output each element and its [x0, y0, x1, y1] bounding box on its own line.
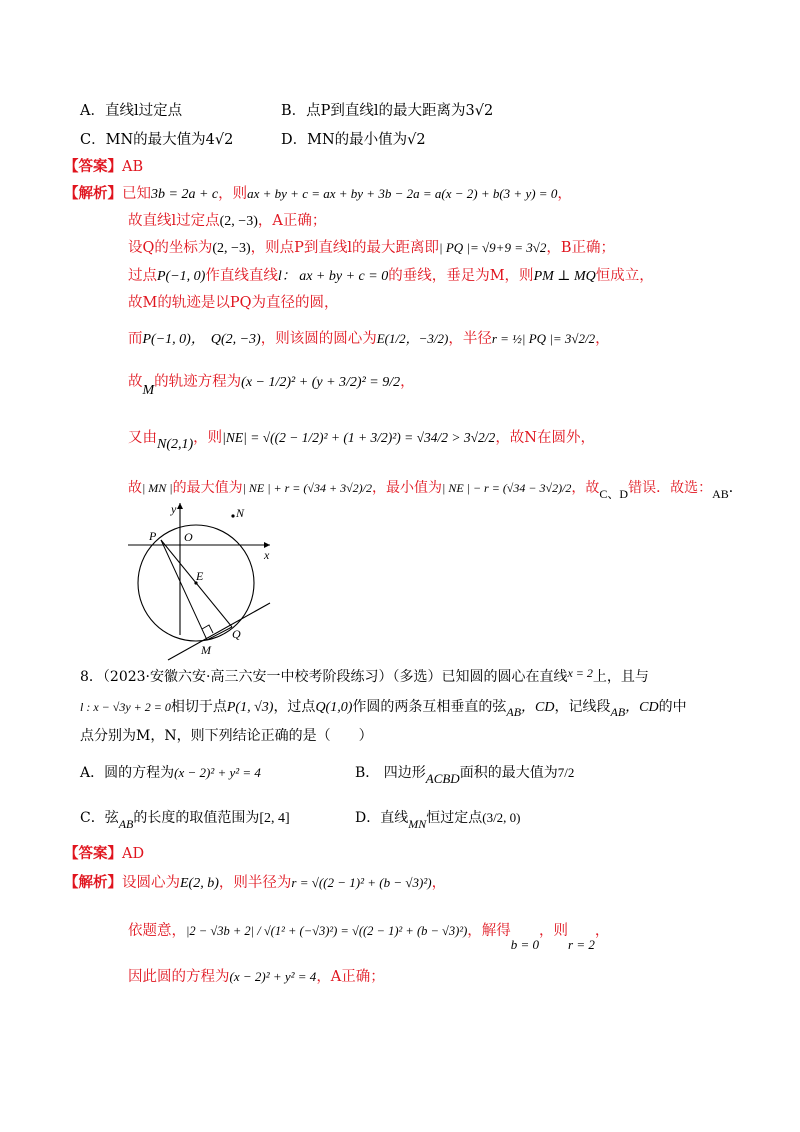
analysis-tag: 【解析】 — [64, 185, 122, 202]
text: 作直线直线 — [205, 268, 278, 284]
label-y: y — [171, 502, 177, 516]
math: AB — [610, 705, 626, 719]
analysis-tag: 【解析】 — [64, 874, 122, 891]
text: ，则 — [193, 430, 223, 446]
point-n — [231, 514, 234, 517]
math: l : x − √3y + 2 = 0 — [80, 700, 171, 714]
math: E(1/2，−3/2) — [376, 331, 449, 346]
math: (x − 1/2)² + (y + 3/2)² = 9/2 — [241, 375, 401, 390]
text: 的长度的取值范围为 — [133, 810, 260, 826]
q8-stem-line-3: 点分别为M，N，则下列结论正确的是（ ） — [80, 728, 373, 744]
text: 恒过定点 — [426, 810, 483, 826]
text: 的中 — [658, 699, 687, 715]
q7-analysis-line-5: 故M的轨迹是以PQ为直径的圆， — [128, 295, 339, 311]
text: 面积的最大值为 — [459, 765, 558, 781]
math: M — [142, 383, 155, 398]
text: 的垂线，垂足为M，则 — [388, 268, 534, 284]
label-q: Q — [232, 627, 241, 641]
math: b = 0 — [510, 937, 540, 952]
text: ， — [431, 875, 447, 891]
q8-option-a — [80, 763, 261, 783]
q8-option-c — [80, 808, 290, 829]
text: ， — [400, 374, 415, 390]
math: | NE | − r = (√34 − 3√2)/2 — [442, 481, 572, 495]
text: 错误．故选： — [628, 480, 713, 496]
text: 设Q的坐标为 — [128, 240, 213, 256]
math: |NE| = √((2 − 1/2)² + (1 + 3/2)²) = √34/2 > 3√2/2 — [222, 430, 496, 445]
math: 7/2 — [557, 765, 575, 780]
text: ，则该圆的圆心为 — [260, 331, 377, 347]
text: 而 — [128, 331, 143, 347]
y-axis-arrow — [177, 503, 183, 509]
text: C．弦 — [80, 810, 119, 826]
math: ，CD — [521, 700, 555, 715]
text: ，则 — [539, 923, 569, 939]
math: ACBD — [425, 771, 460, 786]
text: 恒成立， — [595, 268, 654, 284]
math: Q(1,0) — [315, 700, 353, 715]
text: 作圆的两条互相垂直的弦 — [352, 699, 507, 715]
q8-stem-line-1 — [80, 667, 649, 687]
math: ，CD — [625, 700, 659, 715]
q7-option-d: D．MN的最小值为√2 — [281, 132, 426, 148]
text: 依题意， — [128, 923, 186, 939]
text: 相切于点 — [170, 699, 227, 715]
q8-answer-line — [64, 844, 144, 864]
text: ，则半径为 — [218, 875, 292, 891]
text: ，故N在圆外， — [495, 430, 595, 446]
answer-tag: 【答案】 — [64, 158, 122, 175]
math: [2, 4] — [259, 811, 290, 826]
text: 的轨迹方程为 — [154, 374, 242, 390]
text: ，最小值为 — [372, 480, 443, 496]
text: 已知 — [122, 186, 151, 202]
text: ，记线段 — [554, 699, 611, 715]
label-o: O — [184, 530, 193, 544]
question-number: 8． — [80, 669, 103, 685]
math: | NE | + r = (√34 + 3√2)/2 — [242, 481, 373, 495]
math: r = √((2 − 1)² + (b − √3)²) — [291, 875, 432, 890]
text: A．圆的方程为 — [80, 765, 175, 781]
q8-analysis-line-1 — [64, 873, 446, 894]
text: ，A正确； — [257, 213, 327, 229]
q7-option-b: B．点P到直线l的最大距离为3√2 — [281, 103, 494, 119]
math: C、D — [599, 487, 629, 501]
text: 故直线l过定点 — [128, 213, 220, 229]
q8-analysis-line-3 — [128, 967, 385, 987]
math: Q(2, −3) — [210, 332, 261, 347]
math: PM ⊥ MQ — [533, 269, 596, 284]
label-n: N — [236, 506, 245, 520]
text: ，则 — [218, 186, 248, 202]
label-e: E — [196, 569, 204, 583]
text: ，故 — [571, 480, 600, 496]
label-m: M — [201, 643, 211, 657]
math: N(2,1) — [157, 437, 194, 452]
math: | PQ |= √9+9 = 3√2 — [439, 240, 547, 255]
text: ，则点P到直线l的最大距离即 — [250, 240, 440, 256]
math: 3b = 2a + c — [151, 187, 219, 202]
text: ，过点 — [273, 699, 316, 715]
math: (2, −3) — [212, 241, 251, 256]
math: AB — [712, 487, 729, 501]
text: 因此圆的方程为 — [128, 969, 230, 985]
math: P(−1, 0) — [157, 269, 206, 284]
math: (x − 2)² + y² = 4 — [229, 969, 317, 984]
math: ax + by + c = ax + by + 3b − 2a = a(x − 2) + b(3 + y) = 0 — [247, 186, 558, 201]
label-p: P — [149, 529, 157, 543]
math: P(1, √3) — [226, 700, 274, 715]
math: r = 2 — [568, 937, 595, 952]
text: 故 — [128, 374, 143, 390]
text: 故 — [128, 480, 142, 496]
q8-stem-line-2 — [80, 697, 687, 718]
q8-option-b — [355, 763, 575, 786]
text: ，半径 — [448, 331, 492, 347]
text: B． 四边形 — [355, 765, 426, 781]
text: 的最大值为 — [172, 480, 243, 496]
math: (x − 2)² + y² = 4 — [174, 765, 261, 780]
math: (3/2, 0) — [482, 810, 521, 825]
question-source: （2023·安徽六安·高三六安一中校考阶段练习）（多选）已知圆的圆心在直线 — [102, 669, 568, 685]
math: l： ax + by + c = 0 — [277, 269, 389, 284]
segment-pm — [161, 540, 207, 640]
q8-analysis-line-2 — [128, 921, 610, 952]
text: 设圆心为 — [122, 875, 180, 891]
label-x: x — [264, 548, 270, 562]
math: (2, −3) — [219, 214, 258, 229]
text: ，解得 — [467, 923, 511, 939]
q7-option-a: A．直线l过定点 — [80, 103, 183, 119]
text: ， — [594, 923, 610, 939]
math: | MN | — [142, 481, 173, 495]
text: ， — [557, 186, 572, 202]
text: 上，且与 — [592, 669, 649, 685]
math: r = ½| PQ |= 3√2/2 — [491, 331, 596, 346]
text: 又由 — [128, 430, 157, 446]
text: ，B正确； — [546, 240, 616, 256]
text: 过点 — [128, 268, 157, 284]
text: ， — [595, 331, 610, 347]
math: P(−1, 0)， — [142, 332, 205, 347]
answer-value: AB — [122, 159, 144, 175]
math: AB — [506, 705, 522, 719]
q8-option-d — [355, 808, 521, 831]
math: MN — [408, 817, 427, 831]
q7-option-c: C．MN的最大值为4√2 — [80, 132, 234, 148]
answer-value: AD — [122, 846, 145, 862]
answer-tag: 【答案】 — [64, 845, 122, 862]
math: E(2, b) — [180, 876, 219, 891]
text: ，A正确； — [316, 969, 385, 985]
math: |2 − √3b + 2| / √(1² + (−√3)²) = √((2 − 1)² + (b − √3)²) — [186, 924, 468, 938]
text: D．直线 — [355, 810, 409, 826]
math: x = 2 — [567, 666, 593, 680]
text: ． — [728, 480, 743, 496]
math: AB — [118, 817, 134, 831]
